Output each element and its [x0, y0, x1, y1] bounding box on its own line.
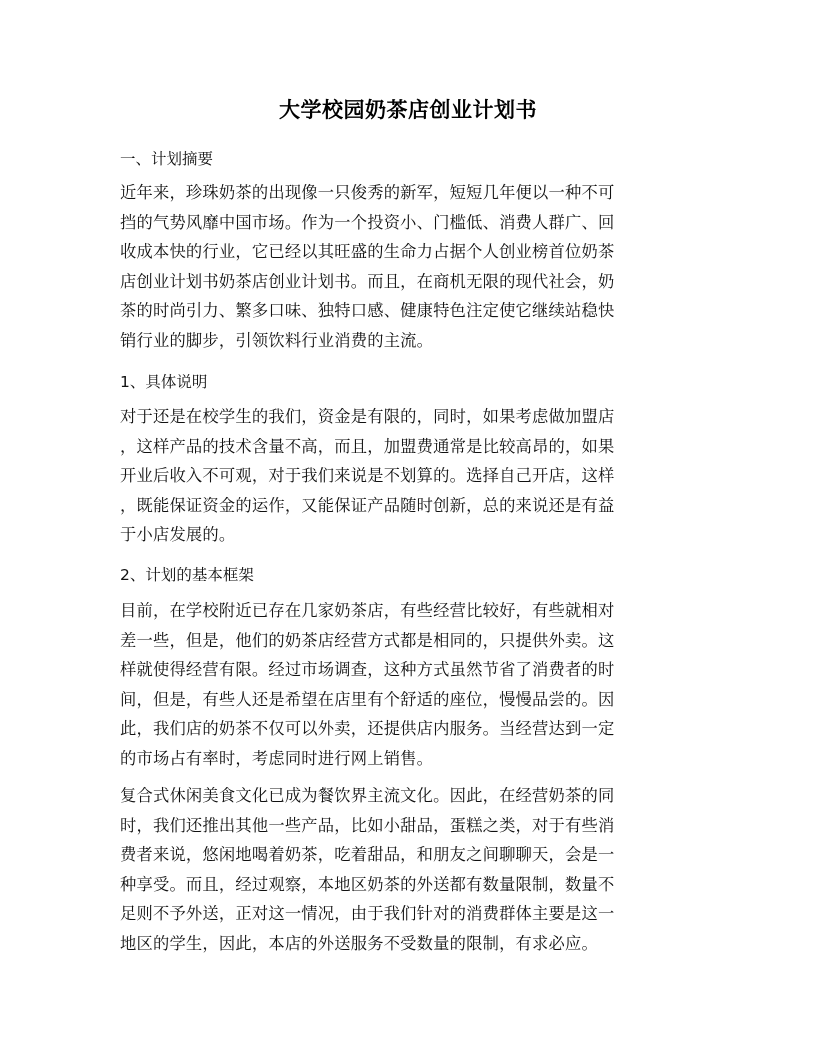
- paragraph-line: 差一些，但是，他们的奶茶店经营方式都是相同的，只提供外卖。这: [120, 630, 615, 650]
- paragraph-line: 此，我们店的奶茶不仅可以外卖，还提供店内服务。当经营达到一定: [120, 719, 615, 739]
- section-heading-details: 1、具体说明: [120, 373, 208, 391]
- paragraph-line: 样就使得经营有限。经过市场调查，这种方式虽然节省了消费者的时: [120, 660, 615, 680]
- paragraph-line: 种享受。而且，经过观察，本地区奶茶的外送都有数量限制，数量不: [120, 874, 615, 894]
- section-heading-framework: 2、计划的基本框架: [120, 566, 254, 584]
- paragraph-line: 对于还是在校学生的我们，资金是有限的，同时，如果考虑做加盟店: [120, 407, 615, 426]
- paragraph-line: 目前，在学校附近已存在几家奶茶店，有些经营比较好，有些就相对: [120, 601, 615, 620]
- paragraph-line: 近年来，珍珠奶茶的出现像一只俊秀的新军，短短几年便以一种不可: [120, 183, 615, 202]
- section-heading-summary: 一、计划摘要: [120, 150, 214, 168]
- paragraph-line: 茶的时尚引力、繁多口味、独特口感、健康特色注定使它继续站稳快: [120, 301, 615, 321]
- paragraph-line: 收成本快的行业，它已经以其旺盛的生命力占据个人创业榜首位奶茶: [120, 242, 615, 262]
- paragraph-details: [120, 402, 681, 550]
- paragraph-line: 开业后收入不可观，对于我们来说是不划算的。选择自己开店，这样: [120, 466, 615, 486]
- paragraph-line: 费者来说，悠闲地喝着奶茶，吃着甜品，和朋友之间聊聊天，会是一: [120, 845, 615, 865]
- paragraph-line: 复合式休闲美食文化已成为餐饮界主流文化。因此，在经营奶茶的同: [120, 786, 615, 805]
- paragraph-composite-culture: [120, 781, 681, 959]
- paragraph-line: 地区的学生，因此，本店的外送服务不受数量的限制，有求必应。: [120, 933, 598, 953]
- paragraph-line: 销行业的脚步，引领饮料行业消费的主流。: [120, 330, 434, 350]
- document-title: 大学校园奶茶店创业计划书: [279, 97, 537, 122]
- paragraph-line: 店创业计划书奶茶店创业计划书。而且，在商机无限的现代社会，奶: [120, 271, 615, 291]
- paragraph-line: ，这样产品的技术含量不高，而且，加盟费通常是比较高昂的，如果: [120, 436, 615, 456]
- paragraph-summary: [120, 178, 681, 356]
- paragraph-line: 足则不予外送，正对这一情况，由于我们针对的消费群体主要是这一: [120, 904, 615, 924]
- paragraph-line: 时，我们还推出其他一些产品，比如小甜品，蛋糕之类，对于有些消: [120, 815, 615, 835]
- paragraph-framework: [120, 596, 681, 774]
- paragraph-line: 间，但是，有些人还是希望在店里有个舒适的座位，慢慢品尝的。因: [120, 689, 615, 709]
- paragraph-line: ，既能保证资金的运作，又能保证产品随时创新，总的来说还是有益: [120, 495, 615, 515]
- paragraph-line: 于小店发展的。: [120, 525, 236, 545]
- paragraph-line: 的市场占有率时，考虑同时进行网上销售。: [120, 748, 434, 768]
- paragraph-line: 挡的气势风靡中国市场。作为一个投资小、门槛低、消费人群广、回: [120, 212, 615, 232]
